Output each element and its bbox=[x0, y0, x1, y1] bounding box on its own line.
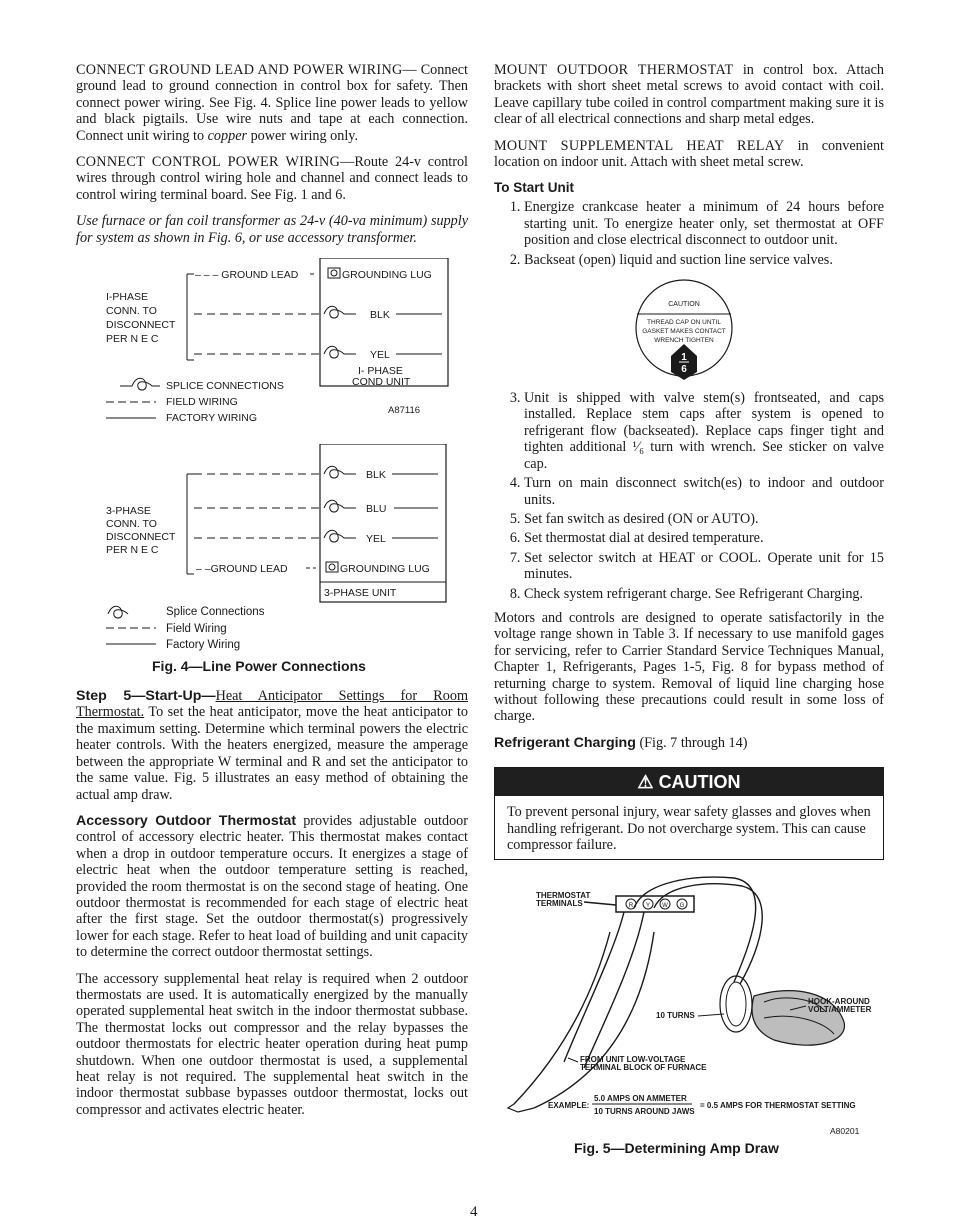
fig5-svg bbox=[494, 872, 884, 1140]
mshr-text: in convenient location on indoor unit. Attach with sheet metal screw. bbox=[494, 137, 884, 171]
motors-paragraph: Motors and controls are designed to operate satisfactorily in the voltage range shown in Table 3. If necessary to use manifold gages for servicing, refer to Carrier Standard Service Techniques Manual, Chapter 1, Refrigerants, Pages 1-5, Fig. 8 for bypass method of returning charge to system. Removal of liquid line charging hose without following these precautions could result in some loss of charge. bbox=[494, 609, 884, 725]
control-wiring-heading: CONNECT CONTROL POWER WIRING bbox=[76, 154, 341, 171]
start-step-2: 2. Backseat (open) liquid and suction line service valves. bbox=[524, 252, 884, 268]
single-phase-ground-lead: – – – GROUND LEAD bbox=[195, 269, 299, 282]
caution-box bbox=[494, 767, 884, 860]
step5-text: To set the heat anticipator, move the heat anticipator to the maximum setting. Determine which terminal powers the electric heater controls. With the heaters energized, measure the amperage between the appropriate W terminal and R and set the anticipator to the same value. Fig. 5 illustrates an easy method of obtaining the actual amp draw. bbox=[76, 704, 468, 803]
fig4-single-phase-diagram bbox=[76, 258, 468, 436]
single-phase-label-2: CONN. TO bbox=[106, 305, 157, 318]
fig5-hook-1: HOOK-AROUND bbox=[808, 997, 870, 1007]
single-phase-yel: YEL bbox=[370, 349, 390, 362]
ground-power-text: Connect ground lead to ground connection in control box for safety. Then connect power wiring. See Fig. 4. Splice line power leads to yellow and black pigtails. Use wire nuts and tape at each connection. Connect unit wiring to bbox=[76, 62, 468, 144]
legend-field-2: Field Wiring bbox=[166, 623, 227, 636]
three-phase-ground-lead: – –GROUND LEAD bbox=[196, 563, 288, 576]
single-phase-blk: BLK bbox=[370, 309, 390, 322]
single-phase-unit-2: COND UNIT bbox=[352, 376, 411, 389]
aot-text: provides adjustable outdoor control of accessory electric heater. This thermostat makes contact when a drop in outdoor temperature occurs. It energizes a stage of electric heat when the outdoor temperature setting is reached, provided the room thermostat is on the second stage of heating. One outdoor thermostat is recommended for each stage of electric heat after the first stage. Set the outdoor thermostat(s) progressively lower for each stage. Refer to heat load of building and unit capacity to determine the correct outdoor thermostat settings. bbox=[76, 812, 468, 961]
splice-icon bbox=[324, 306, 356, 318]
step5-paragraph bbox=[76, 688, 468, 803]
control-wiring-paragraph bbox=[76, 154, 468, 203]
single-phase-unit-1: I- PHASE bbox=[358, 365, 403, 378]
start-step-1: 1. Energize crankcase heater a minimum of 24 hours before starting unit. To energize heater only, set thermostat at OFF position and close electrical disconnect to outdoor unit. bbox=[524, 199, 884, 248]
mot-heading: MOUNT OUTDOOR THERMOSTAT bbox=[494, 62, 734, 78]
three-phase-label-2: CONN. TO bbox=[106, 518, 157, 531]
copper-text: copper bbox=[207, 127, 248, 144]
fig4-three-phase-svg bbox=[76, 444, 468, 658]
fig5-turns-label: 10 TURNS bbox=[656, 1011, 695, 1021]
splice-icon bbox=[324, 530, 356, 542]
start-steps-list-a bbox=[494, 199, 884, 268]
control-wiring-text: —Route 24-v control wires through control wiring hole and channel and connect leads to control wiring terminal board. See Fig. 1 and 6. bbox=[76, 154, 468, 203]
start-step-3: 3. Unit is shipped with valve stem(s) frontseated, and caps installed. Replace stem caps after system is opened to refrigerant flow (backseated). Replace caps finger tight and tighten additional ¹⁄₆ turn with wrench. See sticker on valve cap. bbox=[524, 390, 884, 472]
three-phase-unit: 3-PHASE UNIT bbox=[324, 587, 397, 600]
start-step-8: 8. Check system refrigerant charge. See Refrigerant Charging. bbox=[524, 586, 884, 602]
fig4-code: A87116 bbox=[388, 405, 421, 417]
sticker-svg bbox=[494, 276, 884, 384]
terminal-w: W bbox=[662, 903, 668, 910]
ground-power-heading: CONNECT GROUND LEAD AND POWER WIRING— bbox=[76, 62, 418, 78]
mshr-heading: MOUNT SUPPLEMENTAL HEAT RELAY bbox=[494, 137, 785, 154]
left-column bbox=[76, 62, 468, 1128]
page-number: 4 bbox=[470, 1204, 478, 1220]
sticker-fraction-den: 6 bbox=[681, 364, 687, 376]
legend-field: FIELD WIRING bbox=[166, 396, 238, 409]
splice-icon bbox=[324, 500, 356, 512]
fig5-from-unit-1: FROM UNIT LOW-VOLTAGE bbox=[580, 1055, 686, 1065]
valve-cap-sticker bbox=[494, 276, 884, 384]
terminal-r: R bbox=[628, 903, 634, 910]
fig5-hook-2: VOLT/AMMETER bbox=[808, 1005, 872, 1015]
right-column bbox=[494, 62, 884, 1156]
splice-legend-icon bbox=[108, 606, 128, 618]
sticker-turn: TURN bbox=[695, 374, 708, 380]
mount-relay-paragraph bbox=[494, 138, 884, 171]
splice-legend-icon bbox=[120, 378, 160, 390]
ground-power-wiring-paragraph bbox=[76, 62, 468, 144]
fig4-three-phase-diagram bbox=[76, 444, 468, 658]
sticker-line-1: THREAD CAP ON UNTIL bbox=[647, 319, 721, 327]
terminal-y: Y bbox=[645, 903, 651, 910]
fig5-terminals-label-1: THERMOSTAT bbox=[536, 891, 591, 901]
splice-icon bbox=[324, 466, 356, 478]
fig5-example-result: = 0.5 AMPS FOR THERMOSTAT SETTING bbox=[700, 1101, 856, 1111]
sticker-fraction-num: 1 bbox=[681, 352, 687, 364]
fig5-code: A80201 bbox=[830, 1126, 860, 1137]
start-steps-list-b bbox=[494, 390, 884, 602]
warning-icon: ⚠ bbox=[637, 772, 659, 793]
three-phase-label-4: PER N E C bbox=[106, 544, 159, 557]
rc-text: (Fig. 7 through 14) bbox=[635, 734, 748, 751]
splice-icon bbox=[324, 346, 356, 358]
terminal-g: G bbox=[679, 903, 685, 910]
step5-underlined: Heat Anticipator Settings for Room Thermostat. bbox=[76, 688, 468, 721]
step5-heading: Step 5—Start-Up— bbox=[76, 688, 216, 705]
three-phase-label-3: DISCONNECT bbox=[106, 531, 176, 544]
ground-power-end: power wiring only. bbox=[247, 127, 359, 144]
legend-factory: FACTORY WIRING bbox=[166, 412, 258, 425]
legend-factory-2: Factory Wiring bbox=[166, 639, 241, 652]
legend-splice: SPLICE CONNECTIONS bbox=[166, 380, 284, 393]
fig4-caption: Fig. 4—Line Power Connections bbox=[152, 658, 366, 675]
single-phase-label-1: I-PHASE bbox=[106, 291, 149, 304]
start-step-6: 6. Set thermostat dial at desired temperature. bbox=[524, 530, 884, 546]
single-phase-grounding-lug: GROUNDING LUG bbox=[342, 269, 432, 282]
fig5-from-unit-2: TERMINAL BLOCK OF FURNACE bbox=[580, 1063, 707, 1073]
rc-heading: Refrigerant Charging bbox=[494, 734, 636, 751]
three-phase-label-1: 3-PHASE bbox=[106, 505, 151, 518]
three-phase-yel: YEL bbox=[366, 533, 386, 546]
mount-outdoor-paragraph bbox=[494, 62, 884, 128]
transformer-note: Use furnace or fan coil transformer as 24-v (40-va minimum) supply for system as shown in Fig. 6, or use accessory transformer. bbox=[76, 213, 468, 246]
single-phase-label-3: DISCONNECT bbox=[106, 319, 176, 332]
three-phase-grounding-lug: GROUNDING LUG bbox=[340, 563, 430, 576]
start-step-7: 7. Set selector switch at HEAT or COOL. Operate unit for 15 minutes. bbox=[524, 550, 884, 583]
caution-text: To prevent personal injury, wear safety glasses and gloves when handling refrigerant. Do not overcharge system. This can cause compressor failure. bbox=[507, 804, 871, 853]
legend-splice-2: Splice Connections bbox=[166, 606, 265, 619]
refrigerant-charging-paragraph bbox=[494, 735, 884, 751]
caution-bar bbox=[495, 768, 883, 796]
fig5-caption: Fig. 5—Determining Amp Draw bbox=[574, 1140, 779, 1157]
sticker-title: CAUTION bbox=[668, 301, 700, 309]
sticker-line-2: GASKET MAKES CONTACT bbox=[642, 328, 726, 336]
fig5-terminals-label-2: TERMINALS bbox=[536, 899, 583, 909]
start-step-4: 4. Turn on main disconnect switch(es) to indoor and outdoor units. bbox=[524, 475, 884, 508]
fig5-diagram bbox=[494, 872, 884, 1140]
caution-title: CAUTION bbox=[658, 772, 741, 793]
start-step-5: 5. Set fan switch as desired (ON or AUTO). bbox=[524, 511, 884, 527]
three-phase-blk: BLK bbox=[366, 469, 386, 482]
start-unit-heading: To Start Unit bbox=[494, 180, 574, 196]
single-phase-label-4: PER N E C bbox=[106, 333, 159, 346]
relay-paragraph: The accessory supplemental heat relay is required when 2 outdoor thermostats are used. It is automatically energized by the manually operated supplemental heat switch in the indoor thermostat subbase. The thermostat locks out compressor and the relay bypasses the outdoor thermostats for electric heater operation during heat pump shutdown. When one outdoor thermostat is used, a supplemental heat relay is not required. The supplemental heat switch in the indoor thermostat subbase bypasses outdoor thermostat, locks out compressor and activates electric heater. bbox=[76, 970, 468, 1118]
fig5-example-num: 5.0 AMPS ON AMMETER bbox=[594, 1094, 687, 1104]
three-phase-blu: BLU bbox=[366, 503, 387, 516]
sticker-line-3: WRENCH TIGHTEN bbox=[654, 337, 714, 345]
fig4-single-phase-svg bbox=[76, 258, 468, 436]
outdoor-thermostat-paragraph bbox=[76, 813, 468, 961]
fig5-example-den: 10 TURNS AROUND JAWS bbox=[594, 1107, 695, 1117]
mot-text: in control box. Attach brackets with short sheet metal screws to avoid contact with coil. Leave capillary tube coiled in control compartment making sure it is clear of all electrical connections and sharp metal edges. bbox=[494, 62, 884, 128]
fig5-example-label: EXAMPLE: bbox=[548, 1101, 590, 1111]
aot-heading: Accessory Outdoor Thermostat bbox=[76, 812, 297, 829]
